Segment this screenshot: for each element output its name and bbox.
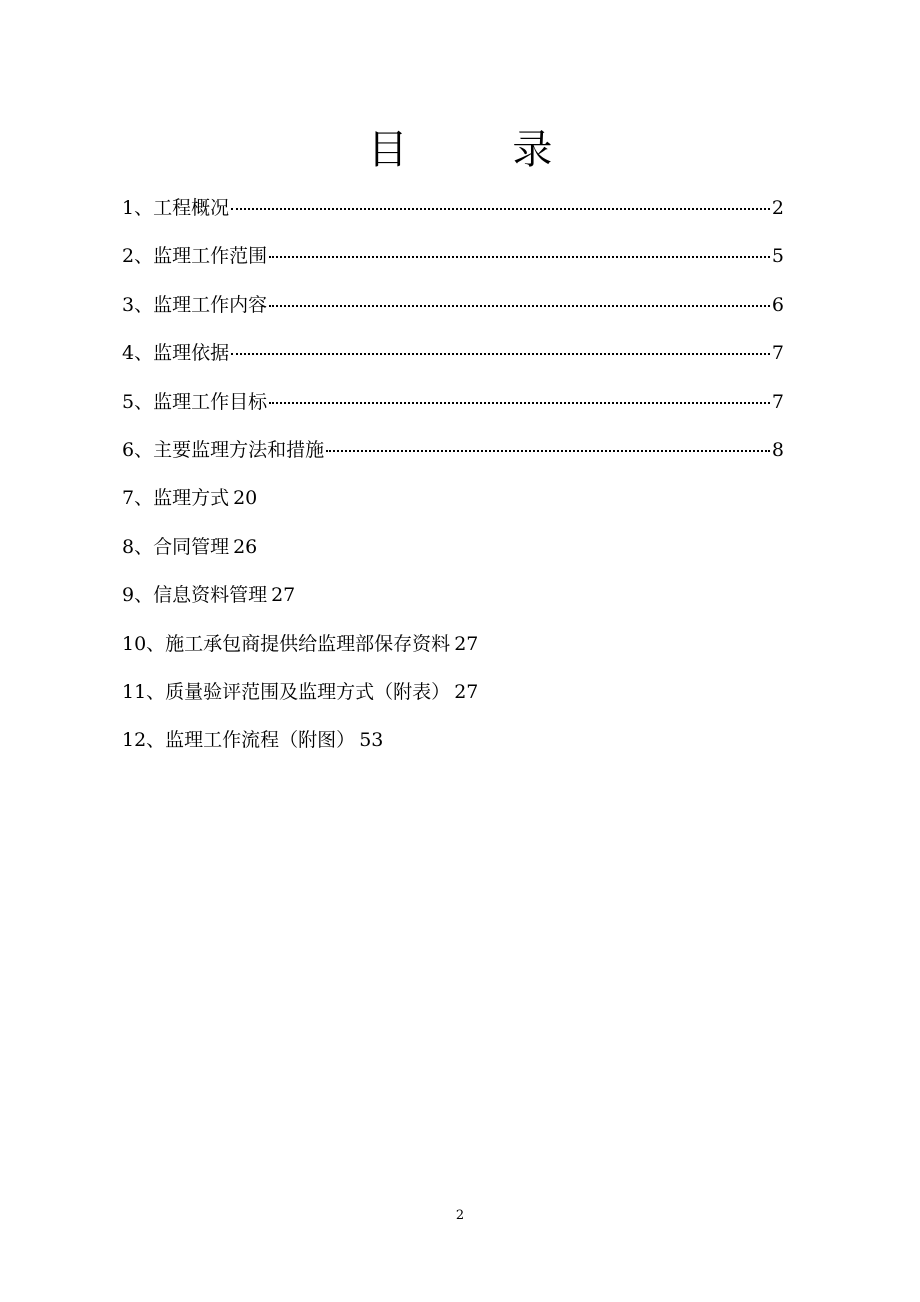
toc-entry	[122, 287, 784, 335]
toc-entry-page: 26	[233, 535, 258, 558]
toc-entry-label: 7、监理方式	[122, 487, 230, 510]
toc-entry-label: 8、合同管理	[122, 535, 230, 558]
toc-dot-leader	[231, 353, 770, 355]
toc-entry	[122, 384, 784, 432]
table-of-contents	[122, 190, 784, 771]
toc-dot-leader	[269, 305, 770, 307]
toc-entry	[122, 238, 784, 286]
toc-entry	[122, 335, 784, 383]
toc-entry	[122, 626, 784, 674]
toc-dot-leader	[269, 402, 770, 404]
toc-entry-page: 8	[771, 438, 784, 461]
toc-entry-page: 27	[454, 680, 479, 703]
toc-entry-label: 4、监理依据	[122, 342, 230, 365]
toc-entry-label: 5、监理工作目标	[122, 390, 268, 413]
toc-entry-label: 9、信息资料管理	[122, 584, 268, 607]
toc-dot-leader	[269, 256, 770, 258]
toc-entry	[122, 190, 784, 238]
toc-entry-page: 5	[771, 245, 784, 268]
toc-entry-page: 20	[233, 487, 258, 510]
page-number: 2	[455, 1208, 465, 1223]
toc-entry	[122, 577, 784, 625]
toc-title: 目 录	[367, 127, 599, 173]
toc-entry	[122, 480, 784, 528]
toc-entry	[122, 432, 784, 480]
toc-entry-page: 7	[771, 342, 784, 365]
toc-entry-label: 12、监理工作流程（附图）	[122, 729, 356, 752]
toc-entry-page: 27	[271, 584, 296, 607]
toc-entry-label: 11、质量验评范围及监理方式（附表）	[122, 680, 451, 703]
toc-entry-label: 2、监理工作范围	[122, 245, 268, 268]
toc-entry-page: 6	[771, 293, 784, 316]
toc-dot-leader	[231, 208, 770, 210]
toc-entry	[122, 529, 784, 577]
toc-entry-page: 27	[454, 632, 479, 655]
toc-entry	[122, 674, 784, 722]
toc-entry-label: 6、主要监理方法和措施	[122, 438, 325, 461]
toc-entry-label: 1、工程概况	[122, 197, 230, 219]
toc-entry-page: 2	[771, 197, 784, 219]
toc-dot-leader	[326, 450, 770, 452]
toc-entry-page: 7	[771, 390, 784, 413]
toc-entry	[122, 722, 784, 770]
toc-entry-page: 53	[359, 729, 384, 752]
toc-entry-label: 10、施工承包商提供给监理部保存资料	[122, 632, 451, 655]
toc-entry-label: 3、监理工作内容	[122, 293, 268, 316]
